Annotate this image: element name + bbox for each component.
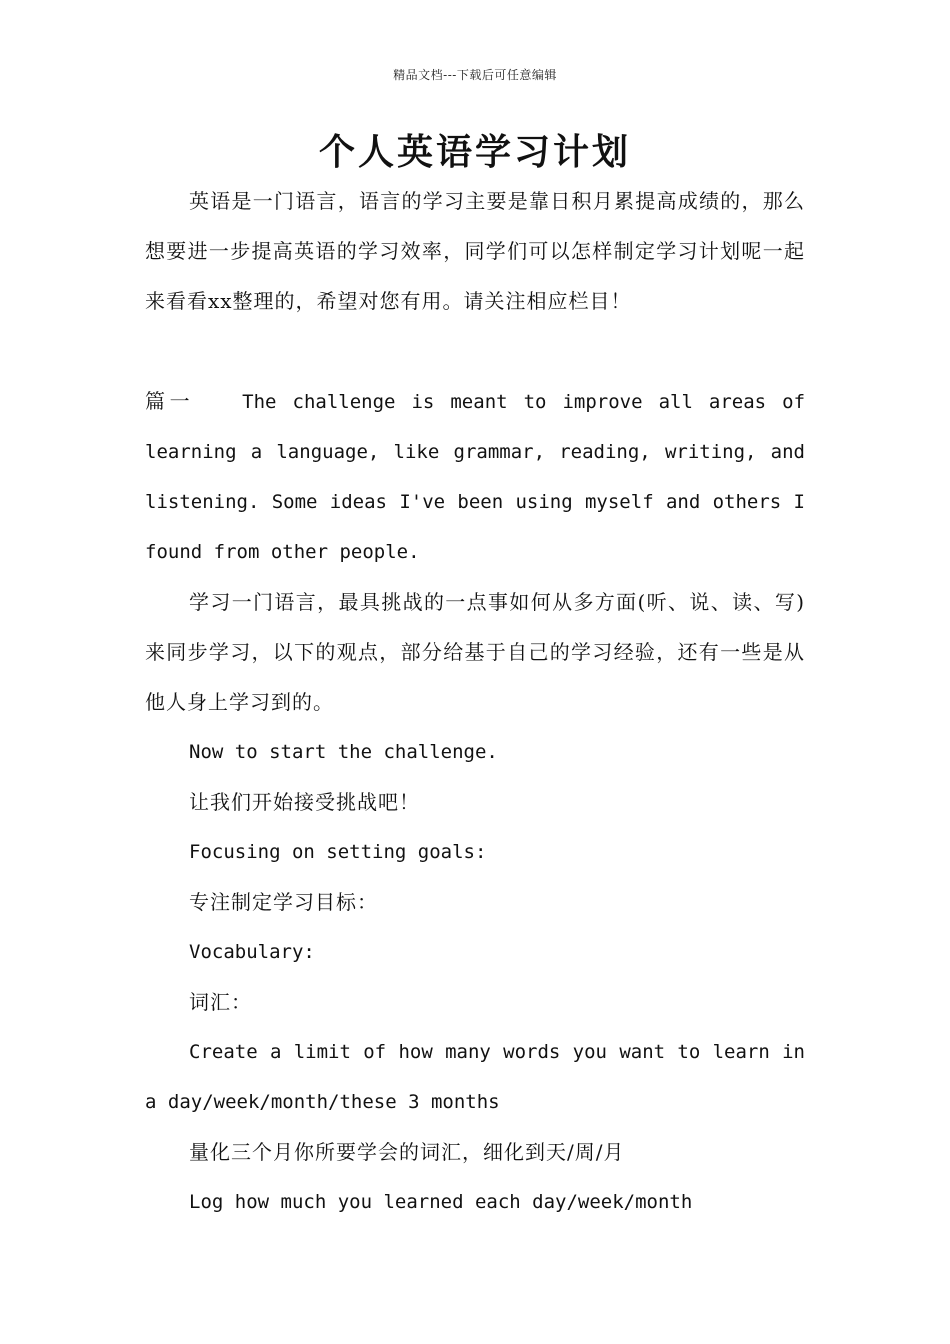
chapter-label: 篇一 bbox=[145, 389, 195, 413]
header-note: 精品文档---下载后可任意编辑 bbox=[393, 68, 557, 82]
start-challenge-en: Now to start the challenge. bbox=[189, 741, 498, 763]
word-limit-en: Create a limit of how many words you want to learn in a day/week/month/these 3 months bbox=[145, 1041, 805, 1113]
log-progress-en: Log how much you learned each day/week/month bbox=[189, 1191, 693, 1213]
chapter-1-english-paragraph bbox=[145, 376, 805, 577]
setting-goals-cn: 专注制定学习目标： bbox=[189, 890, 378, 914]
vocabulary-heading-en: Vocabulary: bbox=[189, 941, 315, 963]
start-challenge-cn: 让我们开始接受挑战吧！ bbox=[189, 790, 420, 814]
document-body bbox=[145, 176, 805, 1227]
chapter-1-english-text: The challenge is meant to improve all areas of learning a language, like grammar, reading, writing, and listening. Some ideas I've been using myself and others I found from other people. bbox=[145, 391, 806, 563]
chapter-1-chinese-paragraph: 学习一门语言，最具挑战的一点事如何从多方面(听、说、读、写)来同步学习，以下的观点，部分给基于自己的学习经验，还有一些是从他人身上学习到的。 bbox=[145, 590, 805, 714]
page-title: 个人英语学习计划 bbox=[318, 131, 631, 173]
paragraph-spacer bbox=[145, 326, 805, 376]
setting-goals-en: Focusing on setting goals: bbox=[189, 841, 487, 863]
word-limit-cn: 量化三个月你所要学会的词汇，细化到天/周/月 bbox=[189, 1140, 625, 1164]
vocabulary-heading-cn: 词汇： bbox=[189, 990, 252, 1014]
intro-paragraph: 英语是一门语言，语言的学习主要是靠日积月累提高成绩的，那么想要进一步提高英语的学习效率，同学们可以怎样制定学习计划呢一起来看看xx整理的，希望对您有用。请关注相应栏目！ bbox=[145, 189, 805, 313]
